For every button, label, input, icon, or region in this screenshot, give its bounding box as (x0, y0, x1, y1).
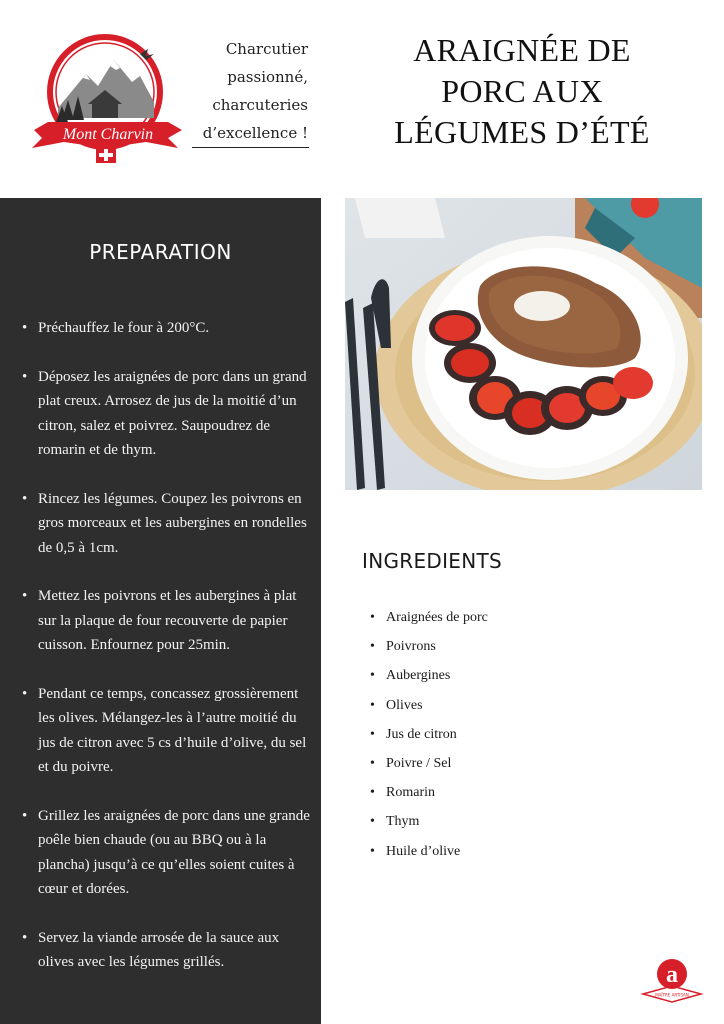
bullet-icon: • (22, 588, 28, 604)
preparation-step (22, 926, 312, 975)
maitre-artisan-badge (639, 958, 705, 1006)
preparation-step-text: Préchauffez le four à 200°C. (38, 320, 210, 336)
preparation-step-text: Déposez les araignées de porc dans un grand plat creux. Arrosez de jus de la moitié d’un citron, salez et poivrez. Saupoudrez de romarin et de thym. (38, 368, 307, 458)
ingredient-item (370, 754, 488, 783)
tagline-line: charcuteries (212, 96, 308, 114)
bullet-icon: • (370, 668, 375, 684)
preparation-step (22, 584, 312, 658)
plated-dish-photo-icon (345, 198, 702, 490)
recipe-title (340, 30, 704, 153)
logo-emblem-icon (28, 30, 190, 166)
preparation-step (22, 804, 312, 902)
preparation-step-text: Mettez les poivrons et les aubergines à plat sur la plaque de four recouverte de papier cuisson. Enfournez pour 25min. (38, 588, 297, 653)
tagline-line: Charcutier (225, 40, 308, 58)
bullet-icon: • (370, 785, 375, 801)
bullet-icon: • (22, 490, 28, 507)
ingredient-item (370, 725, 488, 754)
recipe-title-line: LÉGUMES D’ÉTÉ (394, 114, 650, 150)
bullet-icon: • (370, 814, 375, 830)
ingredient-text: Romarin (386, 785, 435, 801)
bullet-icon: • (370, 726, 375, 742)
tagline-divider (192, 147, 309, 148)
preparation-panel (0, 198, 321, 1024)
bullet-icon: • (22, 368, 28, 385)
preparation-step (22, 365, 312, 463)
ingredient-text: Aubergines (386, 668, 451, 684)
ingredient-item (370, 783, 488, 812)
badge-caption: MAÎTRE ARTISAN (655, 992, 689, 998)
dish-photo (345, 198, 702, 490)
preparation-heading: PREPARATION (89, 240, 232, 264)
bullet-icon: • (370, 639, 375, 655)
preparation-step-text: Servez la viande arrosée de la sauce aux olives avec les légumes grillés. (38, 929, 280, 970)
ingredient-text: Olives (386, 697, 423, 713)
preparation-step-text: Rincez les légumes. Coupez les poivrons en gros morceaux et les aubergines en rondelles de 0,5 à 1cm. (38, 490, 307, 556)
logo-brand-text: Mont Charvin (62, 126, 154, 143)
ingredient-item (370, 608, 488, 637)
ingredients-list (370, 608, 488, 871)
preparation-step-text: Pendant ce temps, concassez grossièrement les olives. Mélangez-les à l’autre moitié du jus de citron avec 5 cs d’huile d’olive, du sel et du poivre. (38, 685, 307, 775)
ingredient-text: Thym (386, 814, 420, 830)
recipe-title-line: ARAIGNÉE DE (413, 32, 631, 68)
badge-letter: a (666, 962, 678, 988)
preparation-steps (22, 316, 312, 999)
tagline (190, 35, 308, 147)
ingredient-text: Huile d’olive (386, 843, 461, 859)
ingredient-text: Poivre / Sel (386, 755, 452, 771)
preparation-step (22, 316, 312, 341)
mont-charvin-logo (28, 30, 190, 166)
ingredients-heading: INGREDIENTS (362, 549, 502, 573)
ingredient-item (370, 812, 488, 841)
ingredient-item (370, 842, 488, 871)
ingredient-text: Jus de citron (386, 726, 457, 742)
tagline-line: passionné, (227, 68, 308, 86)
ingredient-text: Araignées de porc (386, 610, 488, 625)
ingredient-item (370, 696, 488, 725)
maitre-artisan-badge-icon (639, 958, 705, 1006)
tagline-line: d’excellence ! (202, 124, 308, 142)
bullet-icon: • (370, 843, 375, 859)
ingredient-text: Poivrons (386, 639, 436, 655)
recipe-title-line: PORC AUX (441, 73, 603, 109)
ingredient-item (370, 666, 488, 695)
preparation-step (22, 487, 312, 561)
bullet-icon: • (22, 929, 28, 946)
bullet-icon: • (22, 807, 28, 824)
preparation-step-text: Grillez les araignées de porc dans une grande poêle bien chaude (ou au BBQ ou à la plancha) jusqu’à ce qu’elles soient cuites à cœur et dorées. (38, 807, 310, 897)
bullet-icon: • (370, 755, 375, 771)
bullet-icon: • (22, 320, 28, 336)
preparation-step (22, 682, 312, 780)
ingredient-item (370, 637, 488, 666)
bullet-icon: • (22, 685, 28, 702)
bullet-icon: • (370, 697, 375, 713)
bullet-icon: • (370, 610, 375, 625)
